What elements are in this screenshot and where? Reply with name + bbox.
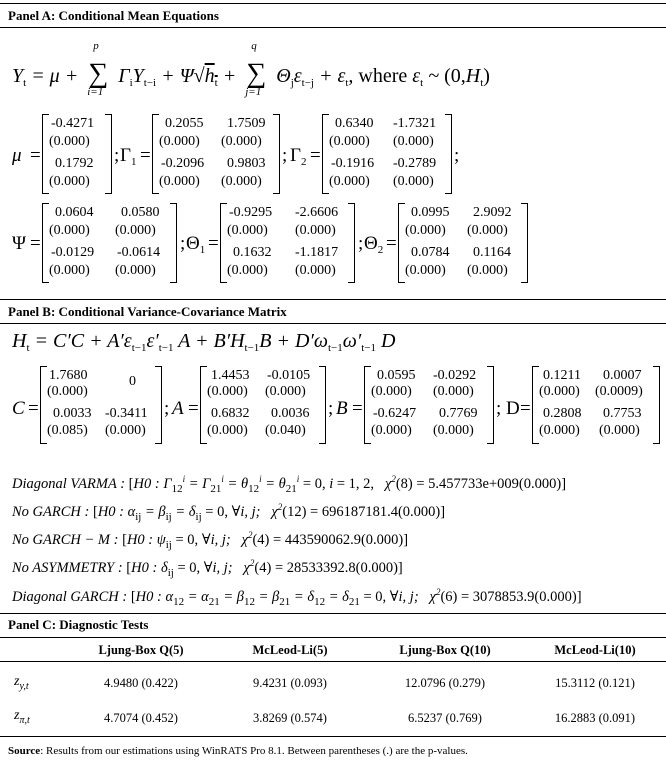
b-cell: (0.000) (433, 423, 474, 438)
panel-a-rule (0, 27, 666, 28)
gamma2-cell: (0.000) (393, 134, 434, 149)
table-cell: 4.7074 (0.452) (104, 711, 178, 725)
mu-label: μ (12, 145, 22, 166)
panel-c-title: Panel C: Diagnostic Tests (8, 617, 149, 632)
c-cell: 0 (129, 374, 136, 389)
c-label: C (12, 398, 25, 419)
d-cell: (0.000) (539, 384, 580, 399)
psi-matrix (42, 203, 177, 283)
test-no-asymmetry: No ASYMMETRY : [H0 : $\delta_{ij} = 0$, ∀i, j; $\chi^2(4) = 28533392.8(0.000)$] (12, 558, 403, 579)
mu-cell: (0.000) (49, 134, 90, 149)
d-matrix (532, 366, 660, 444)
d-cell: 0.0007 (603, 368, 642, 383)
gamma2-cell: -0.1916 (331, 156, 375, 171)
mu-matrix (42, 114, 112, 194)
b-matrix (364, 366, 494, 444)
row-label-zpi: $z_{\pi,t}$ (14, 708, 30, 726)
b-cell: -0.0292 (433, 368, 477, 383)
table-cell: 3.8269 (0.574) (253, 711, 327, 725)
psi-cell: (0.000) (49, 263, 90, 278)
d-cell: (0.000) (599, 423, 640, 438)
d-cell: 0.2808 (543, 406, 582, 421)
theta1-cell: -1.1817 (295, 245, 339, 260)
theta2-cell: (0.000) (467, 263, 508, 278)
theta2-cell: (0.000) (467, 223, 508, 238)
mean-equation: $Y_t = \mu$ + p ∑ i=1 $\Gamma_iY_{t-i} + \Psi√h_t$ + q ∑ j=1 $\Theta_j\varepsilon_{t-j} + \varepsilon_t$, where $\varepsilon_t$ ~ $(0,H_t)$ (12, 40, 490, 98)
a-cell: 0.0036 (271, 406, 310, 421)
source-note: Source: Results from our estimations using WinRATS Pro 8.1. Between parentheses (.) are the p-values. (8, 745, 468, 757)
b-cell: (0.000) (371, 423, 412, 438)
theta1-cell: (0.000) (295, 263, 336, 278)
theta1-cell: (0.000) (227, 223, 268, 238)
theta2-cell: 2.9092 (473, 205, 512, 220)
theta2-cell: 0.0995 (411, 205, 450, 220)
b-cell: 0.0595 (377, 368, 416, 383)
theta1-cell: (0.000) (295, 223, 336, 238)
mu-cell: 0.1792 (55, 156, 94, 171)
gamma1-cell: 1.7509 (227, 116, 266, 131)
theta1-cell: 0.1632 (233, 245, 272, 260)
table-cell: 9.4231 (0.093) (253, 676, 327, 690)
psi-cell: (0.000) (49, 223, 90, 238)
d-cell: 0.1211 (543, 368, 581, 383)
panel-c-rule-top (0, 613, 666, 614)
theta2-cell: 0.0784 (411, 245, 450, 260)
panel-b-rule (0, 323, 666, 324)
panel-b-title: Panel B: Conditional Variance-Covariance Matrix (8, 304, 287, 319)
theta2-matrix (398, 203, 528, 283)
table-cell: 15.3112 (0.121) (555, 676, 635, 690)
test-no-garch-m: No GARCH − M : [H0 : $\psi_{ij} = 0$, ∀i, j; $\chi^2(4) = 443590062.9(0.000)$] (12, 530, 409, 551)
gamma1-cell: 0.2055 (165, 116, 204, 131)
a-cell: (0.000) (207, 423, 248, 438)
gamma2-cell: (0.000) (393, 174, 434, 189)
theta1-cell: (0.000) (227, 263, 268, 278)
theta2-cell: 0.1164 (473, 245, 511, 260)
gamma1-cell: (0.000) (159, 174, 200, 189)
a-cell: (0.000) (207, 384, 248, 399)
panel-b-rule-top (0, 299, 666, 300)
d-cell: (0.000) (539, 423, 580, 438)
results-table: Panel A: Conditional Mean Equations $Y_t = \mu$ + p ∑ i=1 $\Gamma_iY_{t-i} + \Psi√h_t$ + q ∑ j=1 $\Theta_j\varepsilon_{t-j} + \varepsilon_t$, where $\varepsilon_t$ ~ $(0,H_t)$ μ = -0.4271 (0.000) 0.1792 (0.000) ; $\Gamma_1$ = 0.2055 1.7509 (0.000) (0.000) -0.2096 0.9803 (0.000) (0.000) ; $\Gamma_2$ = 0.6340 -1.7321 (0.000) (0.000) -0.1916 -0.2789 (0.000) (0.000) ; Ψ = 0.0604 0.0580 (0.000) (0.000) -0.0129 -0.0614 (0.000) (0.000) ; $\Theta_1$ = -0.9295 -2.6606 (0.000) (0.000) 0.1632 -1.1817 (0.000) (0.000) ; $\Theta_2$ = 0.0995 2.9092 (0.000) (0.000) 0.0784 0.1164 (0.000) (0.000) Panel B: Conditional Variance-Covariance Matrix $H_t = C'C + A'\varepsilon_{t-1}\varepsilon'_{t-1}$ $A + B'H_{t-1}B + D'\omega_{t-1}\omega'_{t-1}$ D C = 1.7680 (0.000) 0 0.0033 -0.3411 (0.085) (0.000) ; A = 1.4453 -0.0105 (0.000) (0.000) 0.6832 0.0036 (0.000) (0.040) ; B = 0.0595 -0.0292 (0.000) (0.000) -0.6247 0.7769 (0.000) (0.000) ; D = 0.1211 0.0007 (0.000) (0.0009) 0.2808 0.7753 (0.000) (0.000) Diagonal VARMA : [H0 : $\Gamma_{12}^i = \Gamma_{21}^i = \theta_{12}^i = \theta_{21}^i = 0$, i = 1, 2, $\chi^2(8) = 5.457733e+009(0.000)$] No GARCH : [H0 : $\alpha_{ij} = \beta_{ij} = \delta_{ij} = 0$, ∀i, j; $\chi^2(12) = 696187181.4(0.000)$] No GARCH − M : [H0 : $\psi_{ij} = 0$, ∀i, j; $\chi^2(4) = 443590062.9(0.000)$] No ASYMMETRY : [H0 : $\delta_{ij} = 0$, ∀i, j; $\chi^2(4) = 28533392.8(0.000)$] Diagonal GARCH : [H0 : $\alpha_{12} = \alpha_{21} = \beta_{12} = \beta_{21} = \delta_{12} = \delta_{21} = 0$, ∀i, j; $\chi^2(6) = 3078853.9(0.000)$] Panel C: Diagnostic Tests Ljung-Box Q(5) McLeod-Li(5) Ljung-Box Q(10) McLeod-Li(10) $z_{y,t}$ 4.9480 (0.422) 9.4231 (0.093) 12.0796 (0.279) 15.3112 (0.121) $z_{\pi,t}$ 4.7074 (0.452) 3.8269 (0.574) 6.5237 (0.769) 16.2883 (0.091) Source: Results from our estimations using WinRATS Pro 8.1. Between parentheses (.) are the p-values. (0, 0, 666, 766)
psi-cell: -0.0614 (117, 245, 161, 260)
gamma2-cell: (0.000) (329, 134, 370, 149)
theta2-cell: (0.000) (405, 223, 446, 238)
col-header: McLeod-Li(5) (252, 643, 328, 657)
a-cell: (0.000) (265, 384, 306, 399)
psi-label: Ψ (12, 233, 27, 254)
b-cell: (0.000) (433, 384, 474, 399)
gamma1-cell: 0.9803 (227, 156, 266, 171)
gamma1-cell: -0.2096 (161, 156, 205, 171)
d-cell: (0.0009) (595, 384, 643, 399)
a-cell: 0.6832 (211, 406, 250, 421)
test-diagonal-varma: Diagonal VARMA : [H0 : $\Gamma_{12}^i = \Gamma_{21}^i = \theta_{12}^i = \theta_{21}^i = 0$, i = 1, 2, $\chi^2(8) = 5.457733e+009(0.000)$] (12, 474, 567, 495)
top-rule (0, 3, 666, 4)
gamma2-cell: (0.000) (329, 174, 370, 189)
gamma2-matrix (322, 114, 452, 194)
c-matrix (40, 366, 162, 444)
c-cell: (0.000) (47, 384, 88, 399)
header-rule (0, 661, 666, 662)
mu-cell: -0.4271 (51, 116, 95, 131)
gamma2-cell: -1.7321 (393, 116, 437, 131)
test-diagonal-garch: Diagonal GARCH : [H0 : $\alpha_{12} = \alpha_{21} = \beta_{12} = \beta_{21} = \delta_{12} = \delta_{21} = 0$, ∀i, j; $\chi^2(6) = 3078853.9(0.000)$] (12, 587, 582, 608)
b-cell: 0.7769 (439, 406, 478, 421)
theta1-cell: -0.9295 (229, 205, 273, 220)
gamma1-cell: (0.000) (221, 174, 262, 189)
table-cell: 12.0796 (0.279) (404, 676, 486, 690)
test-no-garch: No GARCH : [H0 : $\alpha_{ij} = \beta_{ij} = \delta_{ij} = 0$, ∀i, j; $\chi^2(12) = 696187181.4(0.000)$] (12, 502, 446, 523)
bottom-rule (0, 736, 666, 737)
col-header: Ljung-Box Q(5) (98, 643, 184, 657)
panel-a-title: Panel A: Conditional Mean Equations (8, 8, 219, 23)
d-label: D (506, 398, 520, 419)
theta1-label: $\Theta_1$ (186, 233, 206, 256)
c-cell: (0.085) (47, 423, 88, 438)
a-matrix (200, 366, 326, 444)
psi-cell: 0.0604 (55, 205, 94, 220)
gamma1-cell: (0.000) (159, 134, 200, 149)
theta1-cell: -2.6606 (295, 205, 339, 220)
a-cell: 1.4453 (211, 368, 250, 383)
gamma2-cell: 0.6340 (335, 116, 374, 131)
theta1-matrix (220, 203, 355, 283)
c-cell: (0.000) (105, 423, 146, 438)
psi-cell: 0.0580 (121, 205, 160, 220)
a-cell: (0.040) (265, 423, 306, 438)
b-label: B (336, 398, 348, 419)
mu-cell: (0.000) (49, 174, 90, 189)
gamma2-cell: -0.2789 (393, 156, 437, 171)
c-cell: -0.3411 (105, 406, 148, 421)
table-cell: 16.2883 (0.091) (554, 711, 636, 725)
b-cell: (0.000) (371, 384, 412, 399)
theta2-label: $\Theta_2$ (364, 233, 384, 256)
table-cell: 6.5237 (0.769) (408, 711, 482, 725)
gamma1-label: $\Gamma_1$ (120, 145, 137, 168)
gamma2-label: $\Gamma_2$ (290, 145, 307, 168)
row-label-zy: $z_{y,t}$ (14, 674, 29, 692)
psi-cell: (0.000) (115, 263, 156, 278)
gamma1-matrix (152, 114, 280, 194)
psi-cell: (0.000) (115, 223, 156, 238)
b-cell: -0.6247 (373, 406, 417, 421)
theta2-cell: (0.000) (405, 263, 446, 278)
psi-cell: -0.0129 (51, 245, 95, 260)
c-cell: 1.7680 (49, 368, 88, 383)
table-cell: 4.9480 (0.422) (104, 676, 178, 690)
gamma1-cell: (0.000) (221, 134, 262, 149)
variance-equation: $H_t = C'C + A'\varepsilon_{t-1}\varepsilon'_{t-1}$ $A + B'H_{t-1}B + D'\omega_{t-1}\omega'_{t-1}$ D (12, 330, 396, 354)
col-header: Ljung-Box Q(10) (399, 643, 491, 657)
a-label: A (172, 398, 184, 419)
c-cell: 0.0033 (53, 406, 92, 421)
panel-c-rule (0, 637, 666, 638)
col-header: McLeod-Li(10) (554, 643, 636, 657)
a-cell: -0.0105 (267, 368, 311, 383)
d-cell: 0.7753 (603, 406, 642, 421)
